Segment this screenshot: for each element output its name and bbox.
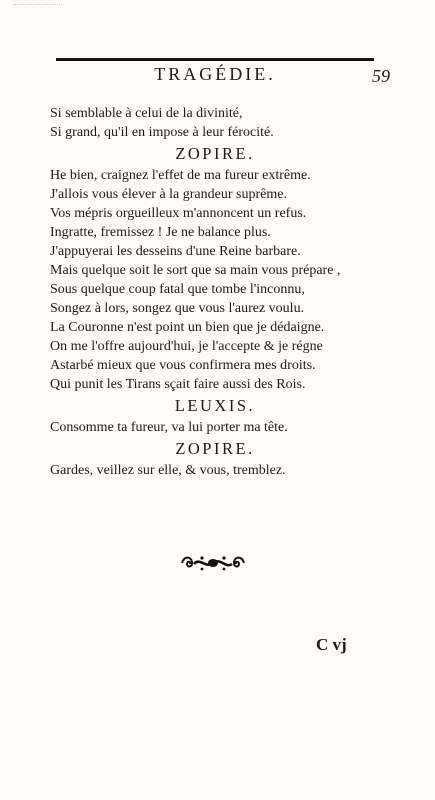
verse-line: Sous quelque coup fatal que tombe l'inconnu, [50,282,305,297]
verse-line: On me l'offre aujourd'hui, je l'accepte & je régne [50,339,323,354]
verse-line: He bien, craignez l'effet de ma fureur extrême. [50,168,311,183]
page-number: 59 [372,66,390,86]
ornament-icon [178,553,248,573]
verse-line: Si grand, qu'il en impose à leur férocité. [50,125,274,140]
verse-line: J'allois vous élever à la grandeur suprême. [50,187,287,202]
verse-line: Si semblable à celui de la divinité, [50,106,243,121]
signature-mark: C vj [316,635,347,654]
verse-line: Vos mépris orgueilleux m'annoncent un refus. [50,206,307,221]
verse-line: Mais quelque soit le sort que sa main vous prépare , [50,263,341,278]
verse-line: Consomme ta fureur, va lui porter ma tête. [50,420,288,435]
running-head: TRAGÉDIE. [154,64,276,84]
verse-line: La Couronne n'est point un bien que je dédaigne. [50,320,325,335]
speaker-name: LEUXIS. [174,396,256,415]
verse-line: Gardes, veillez sur elle, & vous, tremblez. [50,463,286,478]
speaker-name: ZOPIRE. [175,144,255,163]
speaker-name: ZOPIRE. [175,439,255,458]
verse-line: Astarbé mieux que vous confirmera mes droits. [50,358,316,373]
bleed-through-mark [14,4,62,9]
header-rule [56,58,374,61]
verse-line: Ingratte, fremissez ! Je ne balance plus. [50,225,271,240]
verse-line: Qui punit les Tirans sçait faire aussi des Rois. [50,377,306,392]
verse-line: Songez à lors, songez que vous l'aurez voulu. [50,301,305,316]
verse-text [50,104,380,480]
verse-line: J'appuyerai les desseins d'une Reine barbare. [50,244,301,259]
